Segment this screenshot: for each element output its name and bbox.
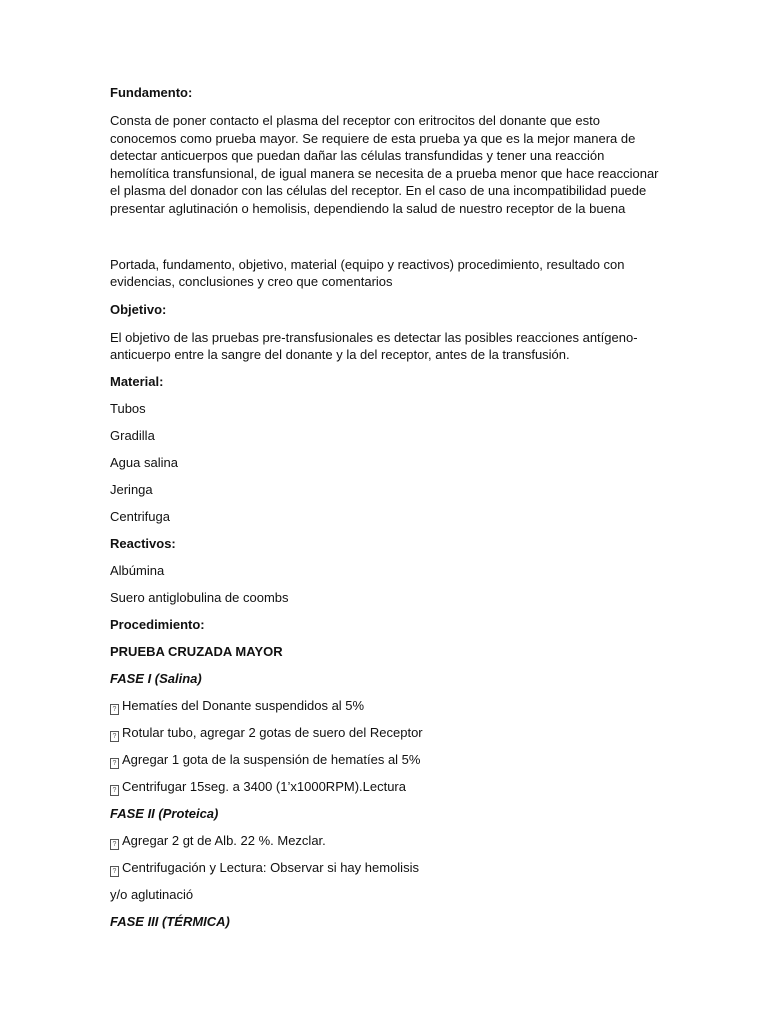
material-item: Tubos (110, 400, 146, 416)
objetivo-heading: Objetivo: (110, 301, 167, 317)
step-text: Rotular tubo, agregar 2 gotas de suero del Receptor (122, 724, 423, 740)
objetivo-line: anticuerpo entre la sangre del donante y la del receptor, antes de la transfusión. (110, 347, 570, 363)
reactivos-heading: Reactivos: (110, 535, 176, 551)
step-text: Centrifugación y Lectura: Observar si hay hemolisis (122, 859, 419, 875)
reactivo-item: Suero antiglobulina de coombs (110, 589, 289, 605)
portada-line: Portada, fundamento, objetivo, material (equipo y reactivos) procedimiento, resultado con (110, 256, 625, 272)
objetivo-paragraph (110, 329, 670, 364)
portada-line: evidencias, conclusiones y creo que comentarios (110, 274, 393, 290)
material-item: Agua salina (110, 454, 178, 470)
fundamento-line: conocemos como prueba mayor. Se requiere de esta prueba ya que es la mejor manera de (110, 130, 636, 146)
procedimiento-heading: Procedimiento: (110, 616, 205, 632)
fundamento-heading: Fundamento: (110, 85, 193, 100)
fundamento-line: hemolítica transfunsional, de igual manera se necesita de a prueba menor que hace reaccionar (110, 165, 659, 181)
fundamento-line: el plasma del donador con las células del receptor. En el caso de una incompatibilidad puede (110, 183, 647, 199)
fundamento-line: presentar aglutinación o hemolisis, dependiendo la salud de nuestro receptor de la buena (110, 200, 626, 216)
fase1-step (110, 751, 670, 769)
fase2-continuation: y/o aglutinació (110, 886, 194, 902)
material-item: Jeringa (110, 481, 153, 497)
material-item: Centrifuga (110, 508, 170, 524)
objetivo-line: El objetivo de las pruebas pre-transfusionales es detectar las posibles reacciones antígeno- (110, 329, 638, 345)
missing-glyph-icon: ? (110, 758, 119, 769)
prueba-cruzada-heading: PRUEBA CRUZADA MAYOR (110, 643, 283, 659)
fase1-step (110, 778, 670, 796)
fase2-title: FASE II (Proteica) (110, 805, 219, 821)
fase1-title: FASE I (Salina) (110, 670, 202, 686)
fundamento-line: detectar anticuerpos que puedan dañar las células transfundidas y tener una reacción (110, 148, 605, 164)
missing-glyph-icon: ? (110, 839, 119, 850)
portada-paragraph (110, 256, 670, 291)
missing-glyph-icon: ? (110, 731, 119, 742)
fundamento-paragraph (110, 112, 670, 218)
fase2-step (110, 832, 670, 850)
missing-glyph-icon: ? (110, 704, 119, 715)
fundamento-line: Consta de poner contacto el plasma del receptor con eritrocitos del donante que esto (110, 113, 600, 128)
step-text: Centrifugar 15seg. a 3400 (1’x1000RPM).Lectura (122, 778, 406, 794)
fase1-step (110, 724, 670, 742)
missing-glyph-icon: ? (110, 785, 119, 796)
fase1-step (110, 697, 670, 715)
material-heading: Material: (110, 373, 164, 389)
fase2-step (110, 859, 670, 877)
fase3-title: FASE III (TÉRMICA) (110, 913, 230, 929)
reactivo-item: Albúmina (110, 562, 165, 578)
step-text: Agregar 1 gota de la suspensión de hematíes al 5% (122, 751, 421, 767)
step-text: Hematíes del Donante suspendidos al 5% (122, 697, 365, 713)
material-item: Gradilla (110, 427, 155, 443)
step-text: Agregar 2 gt de Alb. 22 %. Mezclar. (122, 832, 326, 848)
document-body (110, 84, 670, 931)
missing-glyph-icon: ? (110, 866, 119, 877)
